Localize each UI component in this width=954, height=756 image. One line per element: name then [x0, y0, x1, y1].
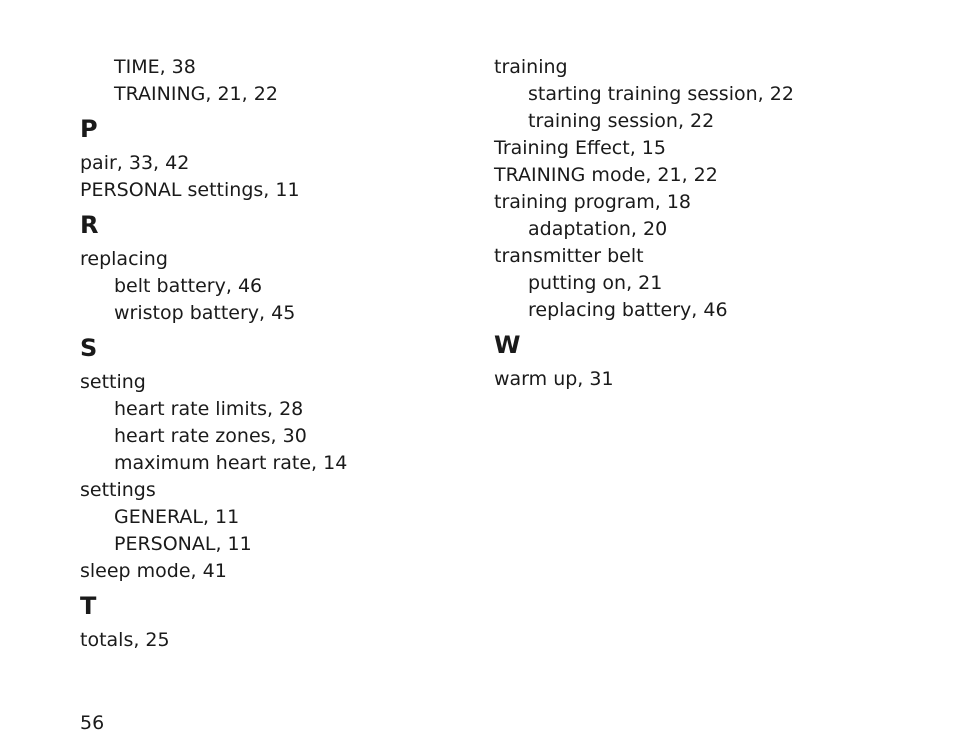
page-number: 56 — [80, 712, 105, 734]
index-letter-p: P — [80, 115, 98, 143]
letter-gap — [80, 108, 460, 116]
index-subentry: training session, 22 — [528, 110, 715, 132]
index-subentry: putting on, 21 — [528, 272, 663, 294]
index-entry: TRAINING mode, 21, 22 — [494, 164, 718, 186]
index-subentry: TRAINING, 21, 22 — [114, 83, 278, 105]
index-entry: totals, 25 — [80, 629, 170, 651]
index-entry: training program, 18 — [494, 191, 692, 213]
index-subentry: heart rate zones, 30 — [114, 425, 307, 447]
index-subentry: PERSONAL, 11 — [114, 533, 252, 555]
letter-gap — [494, 324, 914, 332]
index-subentry: replacing battery, 46 — [528, 299, 728, 321]
index-entry: PERSONAL settings, 11 — [80, 179, 300, 201]
index-entry: Training Effect, 15 — [494, 137, 666, 159]
index-entry: settings — [80, 479, 156, 501]
letter-gap — [80, 327, 460, 335]
index-letter-s: S — [80, 334, 98, 362]
index-letter-t: T — [80, 592, 97, 620]
letter-gap — [80, 204, 460, 212]
letter-gap — [80, 585, 460, 593]
index-column-left — [80, 54, 460, 654]
index-subentry: GENERAL, 11 — [114, 506, 240, 528]
index-entry: transmitter belt — [494, 245, 644, 267]
index-subentry: TIME, 38 — [114, 56, 196, 78]
index-entry: training — [494, 56, 568, 78]
index-subentry: starting training session, 22 — [528, 83, 794, 105]
index-column-right — [494, 54, 914, 393]
index-subentry: heart rate limits, 28 — [114, 398, 304, 420]
index-letter-w: W — [494, 331, 521, 359]
index-subentry: wristop battery, 45 — [114, 302, 296, 324]
index-entry: warm up, 31 — [494, 368, 614, 390]
index-subentry: maximum heart rate, 14 — [114, 452, 348, 474]
index-entry: replacing — [80, 248, 168, 270]
index-subentry: adaptation, 20 — [528, 218, 668, 240]
index-entry: pair, 33, 42 — [80, 152, 190, 174]
index-entry: sleep mode, 41 — [80, 560, 227, 582]
index-subentry: belt battery, 46 — [114, 275, 263, 297]
index-letter-r: R — [80, 211, 99, 239]
index-entry: setting — [80, 371, 146, 393]
